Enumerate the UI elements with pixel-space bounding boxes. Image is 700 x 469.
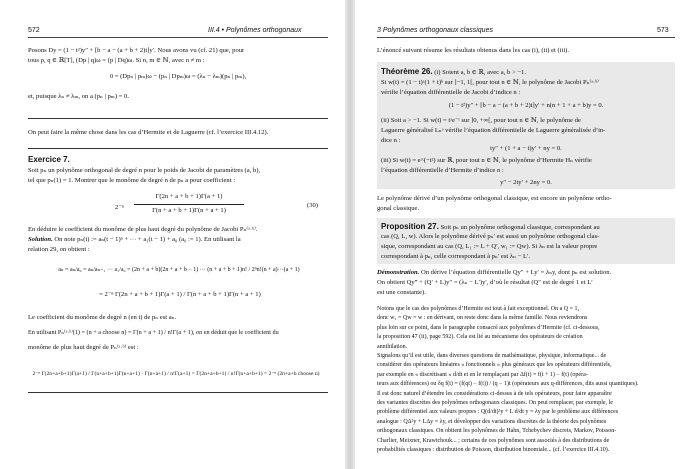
theorem-line3: vérifie l’équation différentielle de Jacobi d’indice n : xyxy=(381,89,521,96)
notes-line: Notons que le cas des polynômes d’Hermite est tout à fait exceptionnel. On a Q = 1, xyxy=(377,306,579,312)
notes-line: considérer des opérateurs linéaires « fonctionnels » plus généraux que les opérateurs différentiels, xyxy=(377,362,612,369)
theorem-line6: dice n : xyxy=(381,137,401,144)
notes-line: des variantes discrètes des polynômes orthogonaux classiques. On peut remplacer, par exemple, le xyxy=(377,400,613,406)
demo-line1-row xyxy=(377,268,611,278)
theorem-line2: Si w(t) = (1 − t)ᵃ(1 + t)ᵇ sur ]−1, 1[, pour tout n ∈ ℕ, le polynôme de Jacobi Pₙ⁽ᵃ·ᵇ⁾ xyxy=(381,79,599,86)
eq2-factor: 2⁻ⁿ xyxy=(115,204,124,211)
notes-line: annihilation. xyxy=(377,343,408,350)
notes-line: par exemple en « discrétisant » d/dt et en le remplaçant par Δf(t) = f(t + 1) − f(t) (opéra- xyxy=(377,371,588,378)
theorem-line4: (ii) Soit a > −1. Si w(t) = tᵃe⁻ᵗ sur ]0, +∞[, pour tout n ∈ ℕ, le polynôme de xyxy=(381,117,581,124)
prop-line1: Soit pₙ un polynôme orthogonal classique, correspondant au xyxy=(438,224,600,231)
demo-line2: On obtient Qy‴ + (Q′ + L)y″ = (λₙ − L′)y′, d’où le résultat (Q″ est de degré 1 et L′ xyxy=(377,279,593,286)
solution-text1: On note pₙ(t) := aₙ(t − 1)ⁿ + ··· + a₁(t − 1) + a₀ (a₀ := 1). En utilisant la xyxy=(52,236,241,243)
eq4: 2⁻ⁿ Γ(2n+a+b+1)Γ(a+1) / Γ(n+a+b+1)Γ(n+a+1) · Γ(n+a+1) / n!Γ(a+1) = Γ(2n+a+b+1) / n!Γ(n+a+b+1) = 2⁻ⁿ (2n+a+b choose n) xyxy=(32,371,320,377)
left-header-rule xyxy=(28,37,328,38)
notes-line: teurs aux différences) ou δq f(t) = (f(qt) − f(t)) / (q − 1)t (opérateurs aux q-différences, dits aussi quantiques). xyxy=(377,381,639,388)
theorem-eq2: ty″ + (1 + a − t)y′ + ny = 0. xyxy=(490,145,562,152)
notes-line: orthogonaux classiques. On obtient les polynômes de Hahn, Tchebychev discrets, Markov, Poisson- xyxy=(377,428,617,435)
solution-line2: relation 29, on obtient : xyxy=(28,246,90,253)
notes-line: la proposition 47 (ii), page 592). Cela est lié au mécanisme des opérateurs de création xyxy=(377,334,583,341)
left-note-line: On peut faire la même chose dans les cas d’Hermite et de Laguerre (cf. l’exercice III.4.12). xyxy=(28,129,269,136)
left-rule-1 xyxy=(28,118,328,119)
eq3-line1: aₙ = aₙ/a₀ = aₙ/aₙ₋₁ ··· a₁/a₀ = (2n + a + b)(2n + a + b − 1) ··· (n + a + b + 1)n! / 2ⁿn!(n + a)···(a + 1) xyxy=(58,267,300,273)
left-para1-end: et, puisque λₙ ≠ λₘ, on a (pₙ | pₘ) = 0. xyxy=(28,93,129,100)
right-page xyxy=(355,0,700,469)
eq3-line2: = 2⁻ⁿ Γ(2n + a + b + 1)Γ(a + 1) / Γ(n + a + b + 1)Γ(n + a + 1) xyxy=(99,291,261,298)
exercise-title: Exercice 7. xyxy=(28,155,70,164)
book-gutter xyxy=(345,0,355,469)
left-page xyxy=(0,0,345,469)
eq2-number: (30) xyxy=(307,202,318,209)
coef-line: Le coefficient du monôme de degré n (en t) de pₙ est aₙ. xyxy=(28,314,177,321)
demo-label: Démonstration. xyxy=(377,269,420,276)
left-rule-2 xyxy=(28,148,328,149)
using-line1: En utilisant Pₙ⁽ᵃ·ᵇ⁾(1) = (n + a choose n) = Γ(n + a + 1) / n!Γ(a + 1), on en déduit que le coefficient du xyxy=(28,329,279,336)
right-running-head: 3 Polynômes orthogonaux classiques xyxy=(377,27,493,34)
solution-line1 xyxy=(28,235,241,245)
notes-line: analogue : QΔ²y + LΔy = λy, et développer des variations discrètes de la théorie des polynômes xyxy=(377,418,607,425)
theorem-eq3: y″ − 2ty′ + 2ny = 0. xyxy=(500,179,552,186)
right-header-rule xyxy=(377,37,675,38)
notes-line: donc w₁ = Qw = w : en dérivant, on reste donc dans la même famille. Nous reviendrons xyxy=(377,315,588,322)
left-eq1: 0 = (Dpₙ | pₘ)ω − (pₙ | Dpₘ)ω = (λₙ − λₘ)(pₙ | pₘ), xyxy=(109,73,247,80)
prop-title: Proposition 27. xyxy=(381,222,439,231)
eq2-fraction-bar xyxy=(134,204,244,205)
left-para1-line1: Posons Dy = (1 − t²)y″ + [b − a − (a + b + 2)t]y′. Nous avons vu (cf. 21) que, pour xyxy=(28,47,245,54)
notes-line: Signalons qu’il est utile, dans diverses questions de mathématique, physique, informatique... de xyxy=(377,353,607,359)
notes-line: probabilités classiques : distribution de Poisson, distribution binomiale... (cf. l’exercice III.4.10). xyxy=(377,447,610,453)
prop-line2: cas (Q, L, w). Alors le polynôme dérivé pₙ′ est aussi un polynôme orthogonal clas- xyxy=(381,233,600,240)
prop-line3: sique, correspondant au cas (Q, L₁ := L + Q′, w₁ := Qw). Si λₙ est la valeur propre xyxy=(381,243,598,250)
notes-line: plus loin sur ce point, dans le paragraphe consacré aux polynômes d’Hermite (cf. ci-dessous, xyxy=(377,324,600,331)
theorem-line7: (iii) Si w(t) = e^(−t²) sur ℝ, pour tout n ∈ ℕ, le polynôme d’Hermite Hₙ vérifie xyxy=(381,157,592,164)
theorem-line5: Laguerre généralisé Lₙᵃ vérifie l’équation différentielle de Laguerre généralisée d’in- xyxy=(381,127,606,134)
left-running-head: III.4 • Polynômes orthogonaux xyxy=(208,27,302,34)
left-rule-3 xyxy=(28,392,328,393)
theorem-eq1: (1 − t²)y″ + [b − a − (a + b + 2)t]y′ + n(n + 1 + a + b)y = 0. xyxy=(448,102,604,109)
theorem-line1: (i) Soient a, b ∈ ℝ, avec a, b > −1. xyxy=(434,69,527,76)
exercise-line1: Soit pₙ un polynôme orthogonal de degré n pour le poids de Jacobi de paramètres (a, b), xyxy=(28,167,261,174)
after-theorem-2: gonal classique. xyxy=(377,205,420,212)
deduce-line: En déduire le coefficient du monôme de plus haut degré du polynôme de Jacobi Pₙ⁽ᵃ·ᵇ⁾. xyxy=(28,226,258,233)
solution-label: Solution. xyxy=(28,236,53,243)
after-theorem-1: Le polynôme dérivé d’un polynôme orthogonal classique, est encore un polynôme ortho- xyxy=(377,195,612,202)
prop-line4: correspondant à pₙ, celle correspondant à pₙ′ est λₙ − L′. xyxy=(381,253,531,260)
right-page-number: 573 xyxy=(657,27,669,34)
theorem-title: Théorème 26. xyxy=(381,67,433,76)
theorem-line8: l’équation différentielle d’Hermite d’indice n : xyxy=(381,167,504,174)
notes-line: Il est donc naturel d’étendre les considérations ci-dessus à de tels opérateurs, pour faire apparaître xyxy=(377,390,612,397)
using-line2: monôme de plus haut degré de Pₙ⁽ᵃ·ᵇ⁾ est : xyxy=(28,344,139,351)
prop-line1-row xyxy=(381,222,600,233)
demo-line3: est une constante). xyxy=(377,289,426,296)
exercise-line2: tel que pₙ(1) = 1. Montrer que le monôme de degré n de pₙ a pour coefficient : xyxy=(28,177,236,184)
right-intro: L’énoncé suivant résume les résultats obtenus dans les cas (i), (ii) et (iii). xyxy=(377,47,570,54)
theorem-line1-row xyxy=(381,67,526,78)
eq2-denominator: Γ(n + a + b + 1)Γ(n + a + 1) xyxy=(152,207,226,214)
left-para1-line2: tous p, q ∈ ℝ[T], (Dp | q)ω = (p | Dq)ω. Si n, m ∈ ℕ, avec n ≠ m : xyxy=(28,57,205,64)
eq2-numerator: Γ(2n + a + b + 1)Γ(a + 1) xyxy=(155,193,223,200)
demo-line1: On dérive l’équation différentielle Qy″ + Ly′ = λₙy, dont pₙ est solution. xyxy=(419,269,612,276)
notes-line: Charlier, Meixner, Krawtchouk... ; certains de ces polynômes sont associés à des distributions de xyxy=(377,437,610,444)
left-page-number: 572 xyxy=(28,27,40,34)
notes-line: problème différentiel aux valeurs propres : Q(d/dt)²y + L d/dt y = λy par le problème aux différences xyxy=(377,409,619,416)
